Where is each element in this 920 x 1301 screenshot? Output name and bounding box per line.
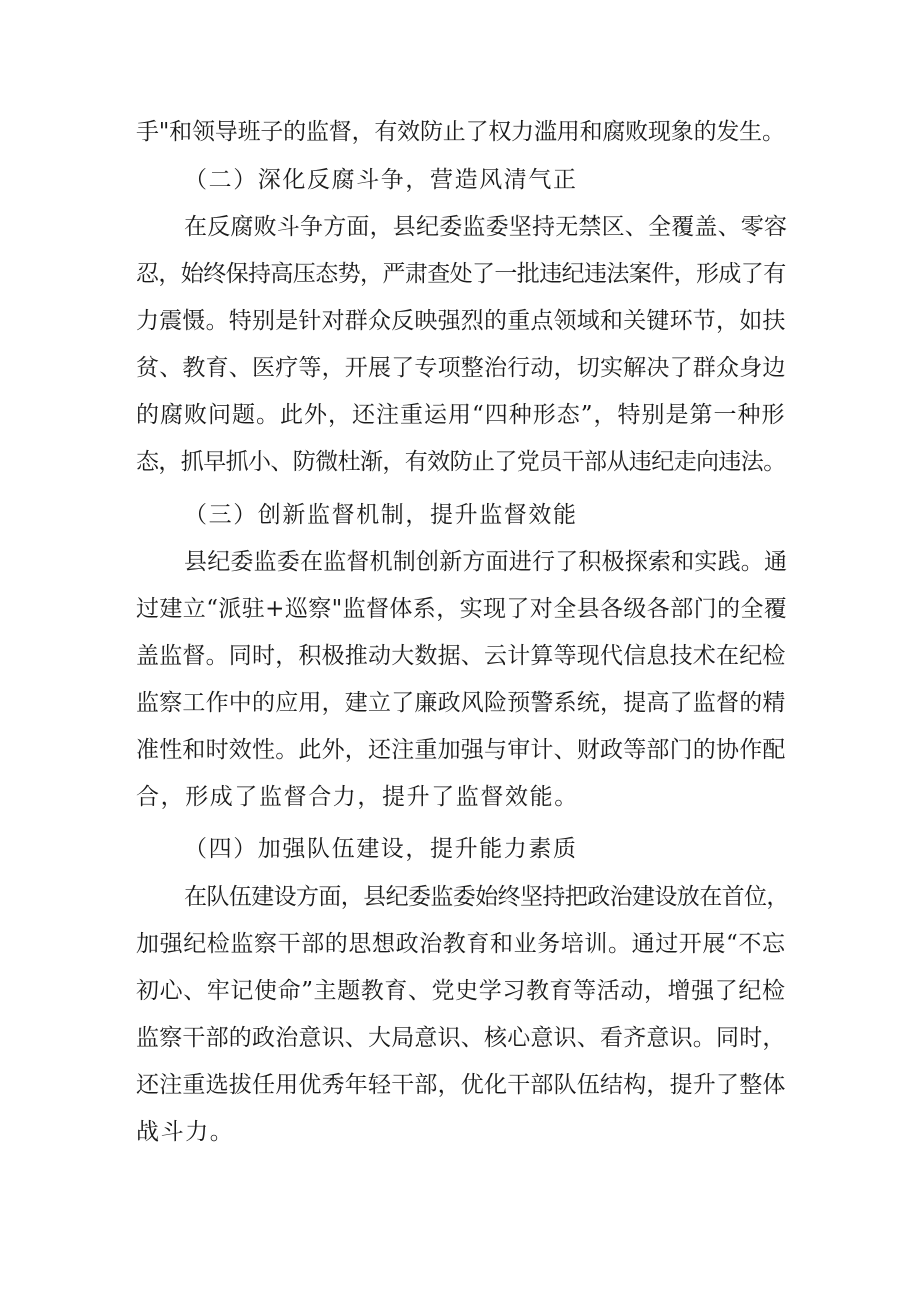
paragraph-line: 监察工作中的应用，建立了廉政风险预警系统，提高了监督的精 <box>136 690 786 716</box>
paragraph-line: 加强纪检监察干部的思想政治教育和业务培训。通过开展“不忘 <box>136 931 786 957</box>
paragraph-line: 手"和领导班子的监督，有效防止了权力滥用和腐败现象的发生。 <box>136 119 785 145</box>
paragraph-line: 监察干部的政治意识、大局意识、核心意识、看齐意识。同时， <box>136 1025 786 1051</box>
paragraph-line: 准性和时效性。此外，还注重加强与审计、财政等部门的协作配 <box>136 737 786 763</box>
paragraph-line: 战斗力。 <box>136 1119 235 1145</box>
paragraph-line: 力震慑。特别是针对群众反映强烈的重点领域和关键环节，如扶 <box>136 308 786 334</box>
section-heading-4: （四）加强队伍建设，提升能力素质 <box>184 836 578 862</box>
paragraph-line: 在队伍建设方面，县纪委监委始终坚持把政治建设放在首位， <box>184 884 789 910</box>
paragraph-line: 的腐败问题。此外，还注重运用“四种形态”，特别是第一种形 <box>136 402 786 428</box>
paragraph-line: 态，抓早抓小、防微杜渐，有效防止了党员干部从违纪走向违法。 <box>136 449 786 475</box>
paragraph-line: 初心、牢记使命”主题教育、党史学习教育等活动，增强了纪检 <box>136 978 786 1004</box>
paragraph-line: 合，形成了监督合力，提升了监督效能。 <box>136 784 579 810</box>
section-heading-2: （二）深化反腐斗争，营造风清气正 <box>184 167 578 193</box>
paragraph-line: 贫、教育、医疗等，开展了专项整治行动，切实解决了群众身边 <box>136 355 786 381</box>
paragraph-line: 忍，始终保持高压态势，严肃查处了一批违纪违法案件，形成了有 <box>136 261 786 287</box>
paragraph-line: 还注重选拔任用优秀年轻干部，优化干部队伍结构，提升了整体 <box>136 1072 786 1098</box>
paragraph-line: 在反腐败斗争方面，县纪委监委坚持无禁区、全覆盖、零容 <box>184 214 788 240</box>
paragraph-line: 过建立“派驻+巡察"监督体系，实现了对全县各级各部门的全覆 <box>136 596 788 622</box>
paragraph-line: 县纪委监委在监督机制创新方面进行了积极探索和实践。通 <box>184 549 788 575</box>
paragraph-line: 盖监督。同时，积极推动大数据、云计算等现代信息技术在纪检 <box>136 643 786 669</box>
section-heading-3: （三）创新监督机制，提升监督效能 <box>184 502 578 528</box>
